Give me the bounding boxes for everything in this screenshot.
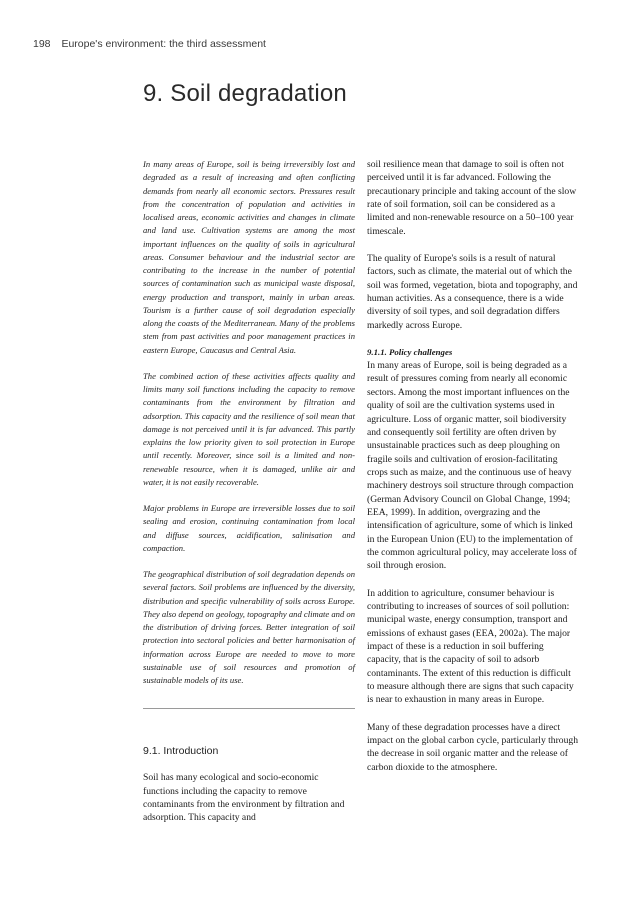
body-paragraph: In addition to agriculture, consumer behaviour is contributing to increases of sources of soil pollution: municipal waste, energy consumption, transport and emissions of exhaust gases (EEA, 2002a). The major impact of these is a reduction in soil buffering capacity, that is the capacity of soil to adsorb contaminants. The extent of this reduction is difficult to measure although there are signs that such capacity is near to exhaustion in many areas in Europe. [367,587,574,706]
body-paragraph: The quality of Europe's soils is a result of natural factors, such as climate, the material out of which the soil was formed, vegetation, biota and topography, and human activities. As a consequence, there is a wide diversity of soil types, and soil degradation differs markedly across Europe. [367,253,578,331]
summary-paragraph: The geographical distribution of soil degradation depends on several factors. Soil problems are influenced by the diversity, distribution and specific vulnerability of soils across Europe. They also depend on geology, topography and climate and on the distribution of driving forces. Better integration of soil protection into sectoral policies and better harmonisation of information across Europe are needed to move to more sustainable use of soil resources and promotion of sustainable models of its use. [143,569,355,685]
left-body [143,771,355,824]
chapter-title: 9. Soil degradation [143,80,347,107]
publication-title: Europe's environment: the third assessment [61,38,266,50]
summary-paragraph: Major problems in Europe are irreversible losses due to soil sealing and erosion, continuing contamination from local and diffuse sources, acidification, salinisation and compaction. [143,503,355,553]
right-column [367,158,579,788]
left-column [143,158,355,839]
subsection-heading: 9.1.1. Policy challenges [367,347,453,358]
body-paragraph: soil resilience mean that damage to soil is often not perceived until it is far advanced. Following the precautionary principle and taking account of the slow rate of soil formation, soil can be considered as a limited and non-renewable resource on a 50–100 year timescale. [367,159,577,237]
chapter-summary [143,158,355,687]
body-paragraph: Many of these degradation processes have a direct impact on the global carbon cycle, particularly through the decrease in soil organic matter and the release of carbon dioxide to the atmosphere. [367,721,578,773]
summary-paragraph: The combined action of these activities affects quality and limits many soil functions including the capacity to remove contaminants from the environment by filtration and adsorption. This capacity and the resilience of soil mean that damage is not perceived until it is far advanced. This partly explains the low priority given to soil protection in Europe until recently. Moreover, since soil is a limited and non-renewable resource, when it is damaged, unlike air and water, it is not easily recoverable. [143,370,355,487]
summary-divider [143,708,355,709]
body-paragraph: In many areas of Europe, soil is being degraded as a result of pressures coming from nearly all economic sectors. Among the most important influences on the quality of soil are the cultivation systems used in agriculture. Loss of organic matter, soil biodiversity and consequently soil fertility are often driven by unsustainable practices such as deep ploughing on fragile soils and cultivation of erosion-facilitating crops such as maize, and the continuous use of heavy machinery destroys soil structure through compaction (German Advisory Council on Global Change, 1994; EEA, 1999). In addition, overgrazing and the intensification of agriculture, some of which is linked in the European Union (EU) to the implementation of the common agricultural policy, may accelerate loss of soil through erosion. [367,360,577,572]
section-heading: 9.1. Introduction [143,745,219,758]
body-paragraph: Soil has many ecological and socio-economic functions including the capacity to remove contaminants from the environment by filtration and adsorption. This capacity and [143,772,345,824]
running-header [33,38,266,50]
page-number: 198 [33,38,51,50]
summary-paragraph: In many areas of Europe, soil is being irreversibly lost and degraded as a result of increasing and often conflicting demands from nearly all economic sectors. Pressures result from the concentration of population and activities in localised areas, economic activities and changes in climate and land use. Cultivation systems are among the most important influences on the quality of soils in agricultural areas. Consumer behaviour and the industrial sector are contributing to the increase in the number of potential sources of contamination such as municipal waste disposal, energy production and transport, mainly in urban areas. Tourism is a further cause of soil degradation especially along the coasts of the Mediterranean. Many of the problems stem from past activities and poor management practices in eastern Europe, Caucasus and Central Asia. [143,159,355,355]
